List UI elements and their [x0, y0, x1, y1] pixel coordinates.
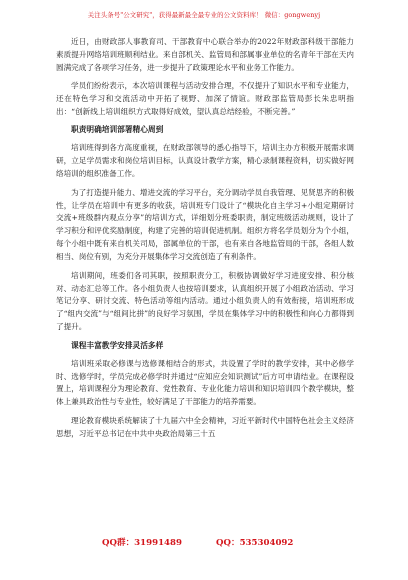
paragraph: 培训班得到各方高度重视，在财政部领导的悉心指导下，培训主办方积极开展需求调研，立足学员需求和岗位培训目标，认真设计教学方案，精心录制课程资料，切实做好网络培训的组织准备工作。 [56, 143, 354, 179]
document-body [56, 36, 354, 446]
promo-banner: 关注头条号"公文研究"，获得最新最全最专业的公文资料库！ 微信：gongwenyj [87, 11, 321, 19]
paragraph: 培训班采取必修课与选修课相结合的形式，共设置了学时的教学安排，其中必修学时、选修学时，学员完成必修学时并通过“应知应会知识测试”后方可申请结业。在课程设置上，培训课程分为理论教育、党性教育、专业化能力培训和知识培训四个教学模块，整体上兼具政治性与专业性，较好满足了干部能力的培养需要。 [56, 358, 354, 407]
paragraph: 培训期间，班委们各司其职，按照职责分工，积极协调做好学习进度安排、积分核对、动态汇总等工作。各小组负责人也按培训要求，认真组织开展了小组政冶活动、学习笔记分享、研讨交流、特色活动等组内活动。通过小组负责人的有效衔接，培训班形成了“组内交流”与“组间比拼”的良好学习氛围，学员在集体学习中的积极性和向心力都得到了提升。 [56, 270, 354, 332]
qq-group-number: QQ群：31991489 [102, 538, 182, 548]
paragraph: 近日，由财政部人事教育司、干部教育中心联合举办的2022年财政部科级干部能力素质提升网络培训班顺利结业。来自部机关、监管局和部属事业单位的名青年干部在天内圆满完成了各项学习任务，进一步提升了政策理论水平和业务工作能力。 [56, 37, 354, 72]
section-heading: 职责明确培训部署精心周到 [71, 125, 164, 135]
paragraph: 理论教育模块系统解读了十九届六中全会精神，习近平新时代中国特色社会主义经济思想，习近平总书记在中共中央政治局第三十五 [56, 415, 354, 438]
section-heading: 课程丰富教学安排灵活多样 [71, 340, 164, 350]
paragraph: 学员们纷纷表示，本次培训课程与活动安排合理，不仅提升了知识水平和专业能力，还在特色学习和交流活动中开拓了视野、加深了情谊。财政部监管局彭长朱忠明指出：“创新线上培训组织方式取得好成效，望认真总结经验，不断完善。” [56, 81, 354, 117]
qq-number: QQ：535304092 [216, 538, 294, 548]
paragraph: 为了打造提升能力、增进交流的学习平台，充分调动学员自我管理、见贤思齐的积极性，让学员在培训中有更多的收获，培训班专门设计了“模块化自主学习+小组定期研讨交流+班级群内观点分享”的培训方式，详细划分班委职责，制定班级活动规则，设计了学习积分和评优奖励制度，构建了完善的培训促进机制。组织方将名学员划分为个小组，每个小组中既有来自机关司局，部属单位的干部，也有来自各地监管局的干部，各组人数相当、岗位有别，为充分开展集体学习交流创造了有利条件。 [56, 187, 354, 262]
